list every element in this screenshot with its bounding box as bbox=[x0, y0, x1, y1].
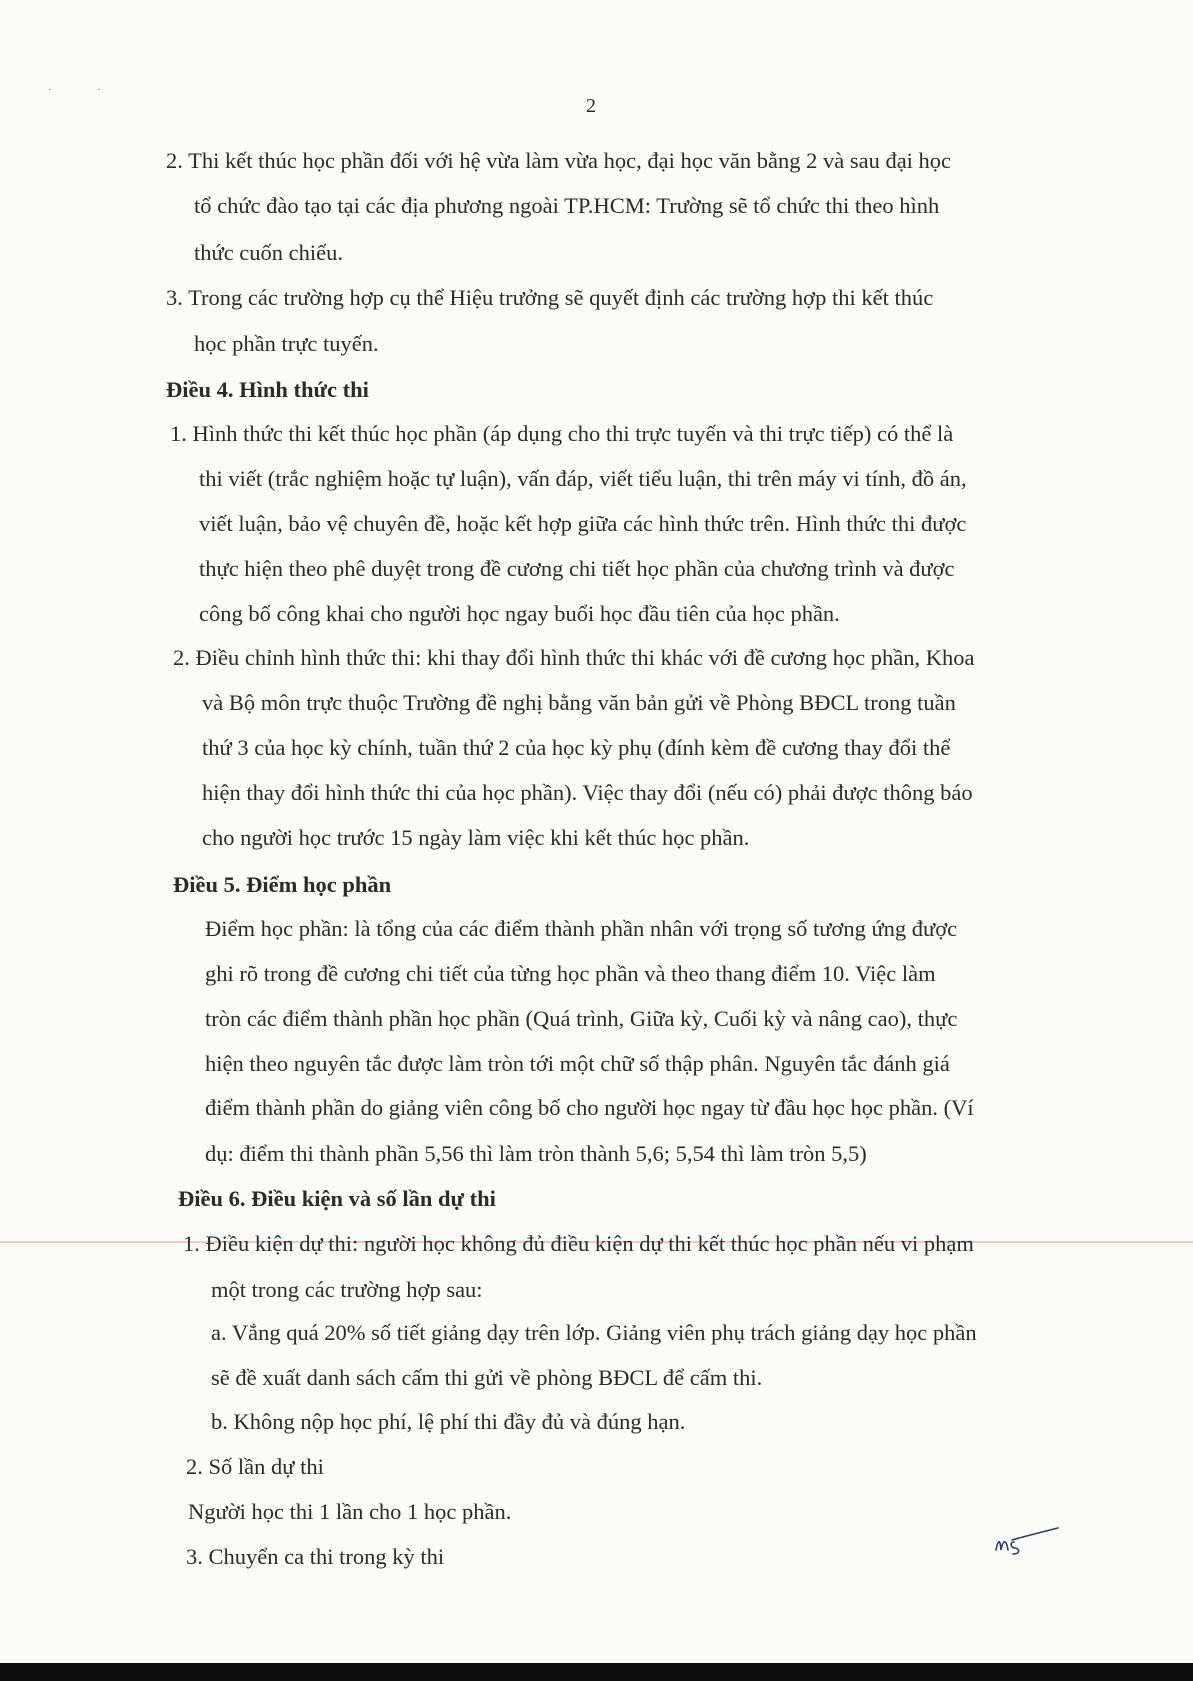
text-line: và Bộ môn trực thuộc Trường đề nghị bằng văn bản gửi về Phòng BĐCL trong tuần bbox=[202, 690, 956, 715]
text-line: thực hiện theo phê duyệt trong đề cương chi tiết học phần của chương trình và được bbox=[199, 556, 955, 581]
scan-speck: · bbox=[48, 82, 52, 96]
text-line: công bố công khai cho người học ngay buổi học đầu tiên của học phần. bbox=[199, 601, 840, 626]
text-line: b. Không nộp học phí, lệ phí thi đầy đủ và đúng hạn. bbox=[211, 1409, 686, 1434]
page-number: 2 bbox=[586, 95, 596, 117]
text-line: thức cuốn chiếu. bbox=[194, 240, 344, 265]
text-line: 3. Trong các trường hợp cụ thể Hiệu trưởng sẽ quyết định các trường hợp thi kết thúc bbox=[166, 285, 934, 310]
handwritten-initials bbox=[990, 1520, 1062, 1560]
text-line: tổ chức đào tạo tại các địa phương ngoài TP.HCM: Trường sẽ tổ chức thi theo hình bbox=[194, 193, 940, 218]
text-line: 2. Số lần dự thi bbox=[186, 1454, 324, 1479]
text-line: 2. Thi kết thúc học phần đối với hệ vừa làm vừa học, đại học văn bằng 2 và sau đại học bbox=[166, 148, 952, 173]
text-line: Người học thi 1 lần cho 1 học phần. bbox=[188, 1499, 512, 1524]
section-heading: Điều 5. Điểm học phần bbox=[173, 872, 392, 897]
text-line: ghi rõ trong đề cương chi tiết của từng học phần và theo thang điểm 10. Việc làm bbox=[205, 961, 936, 986]
scan-speck: · bbox=[97, 82, 101, 96]
text-line: học phần trực tuyến. bbox=[194, 331, 379, 356]
text-line: cho người học trước 15 ngày làm việc khi kết thúc học phần. bbox=[202, 825, 750, 850]
text-line: điểm thành phần do giảng viên công bố cho người học ngay từ đầu học học phần. (Ví bbox=[205, 1095, 974, 1120]
text-line: 2. Điều chỉnh hình thức thi: khi thay đổi hình thức thi khác với đề cương học phần, Khoa bbox=[173, 645, 975, 670]
text-line: hiện thay đổi hình thức thi của học phần). Việc thay đổi (nếu có) phải được thông báo bbox=[202, 780, 973, 805]
text-line: dụ: điểm thi thành phần 5,56 thì làm tròn thành 5,6; 5,54 thì làm tròn 5,5) bbox=[205, 1141, 867, 1166]
text-line: viết luận, bảo vệ chuyên đề, hoặc kết hợp giữa các hình thức trên. Hình thức thi được bbox=[199, 511, 967, 536]
text-line: Điểm học phần: là tổng của các điểm thành phần nhân với trọng số tương ứng được bbox=[205, 916, 958, 941]
text-line: 3. Chuyển ca thi trong kỳ thi bbox=[186, 1544, 445, 1569]
text-line: 1. Hình thức thi kết thúc học phần (áp dụng cho thi trực tuyến và thi trực tiếp) có thể là bbox=[170, 421, 954, 446]
section-heading: Điều 6. Điều kiện và số lần dự thi bbox=[178, 1186, 496, 1211]
text-line: thứ 3 của học kỳ chính, tuần thứ 2 của học kỳ phụ (đính kèm đề cương thay đổi thể bbox=[202, 735, 951, 760]
section-heading: Điều 4. Hình thức thi bbox=[166, 377, 369, 402]
text-line: sẽ đề xuất danh sách cấm thi gửi về phòng BĐCL để cấm thi. bbox=[211, 1365, 763, 1390]
text-line: tròn các điểm thành phần học phần (Quá trình, Giữa kỳ, Cuối kỳ và nâng cao), thực bbox=[205, 1006, 958, 1031]
scan-border bbox=[0, 1663, 1193, 1681]
text-line: a. Vắng quá 20% số tiết giảng dạy trên lớp. Giảng viên phụ trách giảng dạy học phần bbox=[211, 1320, 977, 1345]
text-line: thi viết (trắc nghiệm hoặc tự luận), vấn đáp, viết tiểu luận, thi trên máy vi tính, đồ án, bbox=[199, 466, 967, 491]
text-line: một trong các trường hợp sau: bbox=[211, 1277, 483, 1302]
text-line: hiện theo nguyên tắc được làm tròn tới một chữ số thập phân. Nguyên tắc đánh giá bbox=[205, 1051, 950, 1076]
text-line: 1. Điều kiện dự thi: người học không đủ điều kiện dự thi kết thúc học phần nếu vi phạm bbox=[183, 1231, 974, 1256]
